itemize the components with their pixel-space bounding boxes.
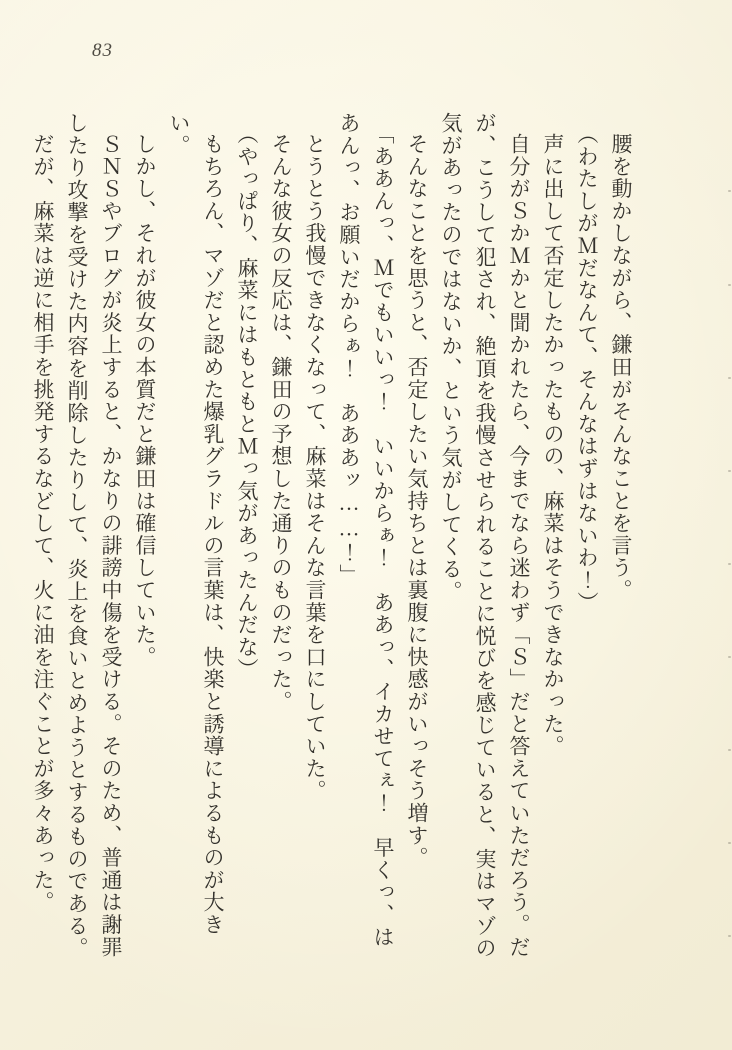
- page-edge-mark: [728, 563, 731, 565]
- paragraph: （やっぱり、麻菜にはもともとＭっ気があったんだな）: [235, 122, 259, 680]
- paragraph: とうとう我慢できなくなって、麻菜はそんな言葉を口にしていた。: [303, 133, 327, 802]
- paragraph: 自分がＳかＭかと聞かれたら、今までなら迷わず「Ｓ」だと答えていただろう。だが、こうして犯され、絶頂を我慢させられることに悦びを感じていると、実はマゾの気があったのではないか、という気がしてくる。: [439, 112, 531, 960]
- page-edge-mark: [728, 284, 731, 286]
- paragraph: 腰を動かしながら、鎌田がそんなことを言う。: [609, 133, 633, 602]
- paragraph: だが、麻菜は逆に相手を挑発するなどして、火に油を注ぐことが多々あった。: [31, 133, 55, 914]
- page-edge-mark: [728, 377, 731, 379]
- paragraph: そんなことを思うと、否定したい気持ちとは裏腹に快感がいっそう増す。: [405, 133, 429, 869]
- page-edge-marks: [726, 0, 732, 1050]
- paragraph: もちろん、マゾだと認めた爆乳グラドルの言葉は、快楽と誘導によるものが大きい。: [167, 112, 225, 936]
- page-edge-mark: [728, 749, 731, 751]
- paragraph: しかし、それが彼女の本質だと鎌田は確信していた。: [133, 133, 157, 669]
- page-edge-mark: [728, 190, 731, 192]
- paragraph: 声に出して否定したかったものの、麻菜はそうできなかった。: [541, 133, 565, 758]
- page-edge-mark: [728, 842, 731, 844]
- paragraph: そんな彼女の反応は、鎌田の予想した通りのものだった。: [269, 133, 293, 713]
- page-edge-mark: [728, 935, 731, 937]
- page-number: 83: [92, 40, 113, 61]
- paragraph: 「ああんっ、Ｍでもいいっ！ いいからぁ！ ああっ、イカせてぇ！ 早くっ、はあんっ、お願いだからぁ！ あああッ……！」: [337, 112, 395, 948]
- page-edge-mark: [728, 656, 731, 658]
- page-edge-mark: [728, 470, 731, 472]
- text-block: [31, 112, 638, 960]
- paragraph: （わたしがＭだなんて、そんなはずはないわ！）: [575, 122, 599, 614]
- paragraph: ＳＮＳやブログが炎上すると、かなりの誹謗中傷を受ける。そのため、普通は謝罪したり攻撃を受けた内容を削除したりして、炎上を食いとめようとするものである。: [65, 112, 123, 960]
